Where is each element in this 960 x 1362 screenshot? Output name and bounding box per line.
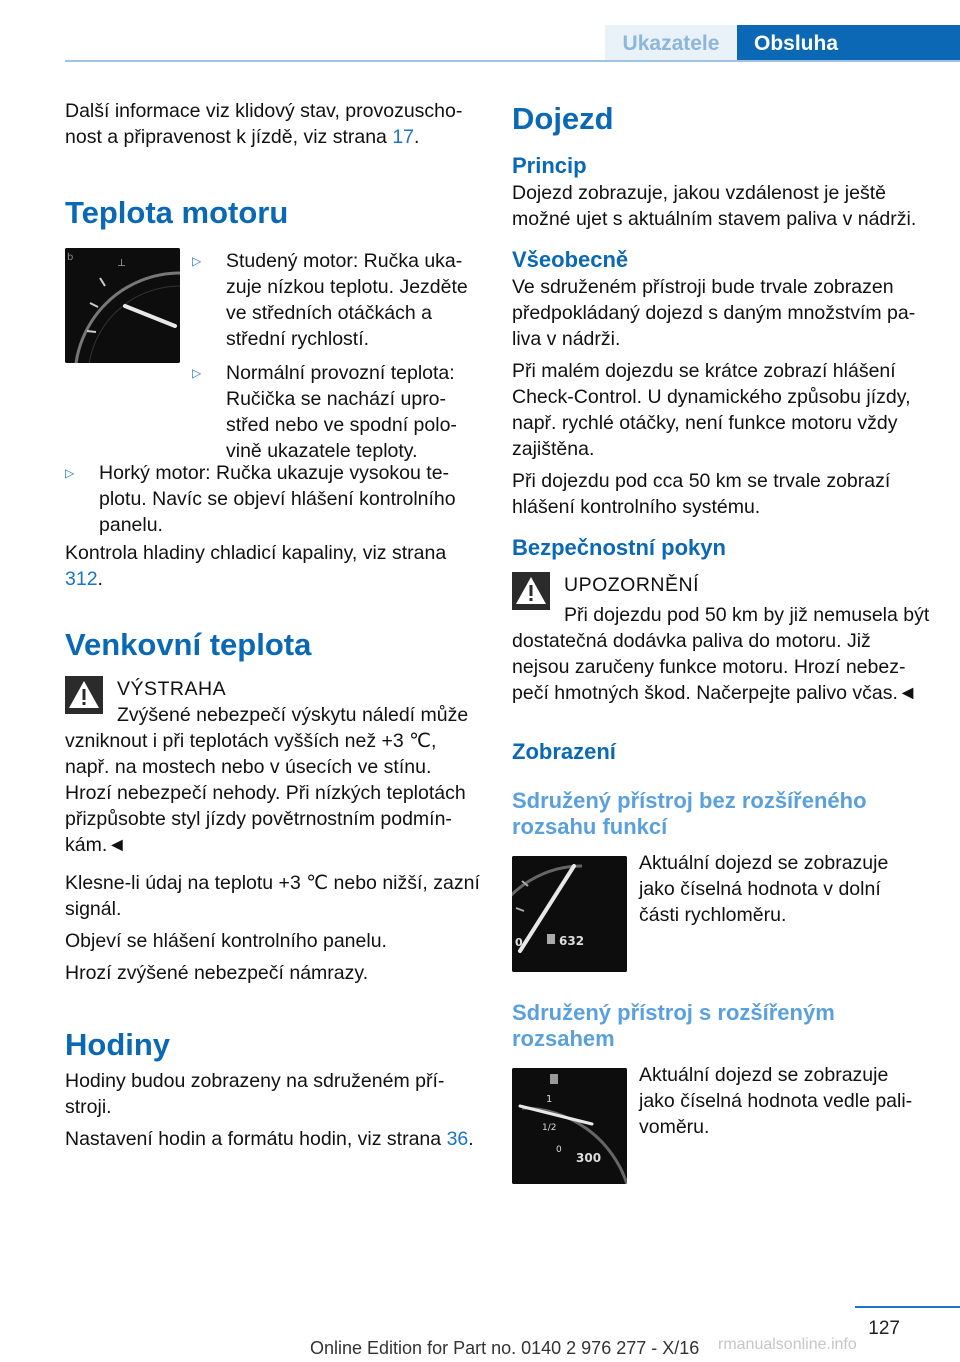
engine-temperature-gauge-image [65, 248, 180, 363]
list-item-normal-temp: ▷ Normální provozní teplota: Ručička se nachází upro-střed nebo ve spodní polo-vině ukazatele teploty. [192, 362, 457, 462]
triangle-bullet-icon: ▷ [192, 366, 202, 380]
hodiny-heading: Hodiny [65, 1027, 171, 1062]
intro-page-link[interactable]: 17 [392, 126, 415, 148]
vseobecne-p3: Při dojezdu pod cca 50 km se trvale zobrazí hlášení kontrolního systému. [512, 470, 891, 518]
venkovni-teplota-heading: Venkovní teplota [65, 627, 312, 662]
princip-heading: Princip [512, 153, 587, 178]
bezpecnostni-pokyn-heading: Bezpečnostní pokyn [512, 535, 726, 560]
engine-temp-block [65, 248, 483, 540]
edition-info: Online Edition for Part no. 0140 2 976 277 - X/16 [310, 1338, 700, 1358]
triangle-bullet-icon: ▷ [192, 254, 202, 268]
hodiny-page-link[interactable]: 36 [446, 1128, 469, 1150]
tab-obsluha[interactable]: Obsluha [737, 25, 960, 62]
svg-text:⊥: ⊥ [117, 258, 126, 269]
cluster-basic-block [512, 852, 932, 972]
sdruzeny-s-heading: Sdružený přístroj s rozšířeným rozsahem [512, 1000, 835, 1051]
hodiny-p1: Hodiny budou zobrazeny na sdruženém pří-stroji. [65, 1070, 445, 1118]
caution-text: Při dojezdu pod 50 km by již nemusela být dostatečná dodávka paliva do motoru. Již nejsou zaručeny funkce motoru. Hrozí nebez-pečí hmotných škod. Načerpejte palivo včas.◄ [512, 604, 930, 704]
fig2-half-label: 1/2 [542, 1123, 557, 1133]
right-column [512, 98, 932, 1184]
outside-temp-p2: Objeví se hlášení kontrolního panelu. [65, 930, 387, 952]
vseobecne-heading: Všeobecně [512, 247, 629, 272]
svg-text:b: b [67, 252, 74, 263]
fig2-one-label: 1 [546, 1094, 553, 1105]
teplota-motoru-heading: Teplota motoru [65, 195, 289, 230]
warning-label: VÝSTRAHA [117, 678, 227, 700]
fuel-gauge-range-image [512, 1068, 627, 1184]
coolant-page-link[interactable]: 312 [65, 568, 98, 590]
intro-text: Další informace viz klidový stav, provozuscho-nost a připravenost k jízdě, viz strana [65, 100, 463, 148]
princip-text: Dojezd zobrazuje, jakou vzdálenost je ještě možné ujet s aktuálním stavem paliva v nádrži. [512, 182, 917, 230]
left-column [65, 98, 483, 1158]
warning-triangle-icon [65, 676, 103, 714]
caution-label: UPOZORNĚNÍ [564, 574, 700, 596]
fig2-zero-label: 0 [556, 1145, 562, 1155]
outside-temp-warning [65, 676, 483, 858]
coolant-paragraph: Kontrola hladiny chladicí kapaliny, viz strana 312. [65, 542, 447, 590]
header-rule [65, 60, 960, 62]
zobrazeni-heading: Zobrazení [512, 739, 616, 764]
page-number: 127 [868, 1318, 900, 1339]
fig2-range-value: 300 [576, 1151, 602, 1165]
intro-paragraph: Další informace viz klidový stav, provozuscho-nost a připravenost k jízdě, viz strana 17. [65, 100, 463, 148]
outside-temp-p1: Klesne-li údaj na teplotu +3 ℃ nebo nižší, zazní signál. [65, 872, 480, 920]
warning-text: Zvýšené nebezpečí výskytu náledí může vzniknout i při teplotách vyšších než +3 ℃, např. na mostech nebo v úsecích ve stínu. Hrozí nebezpečí nehody. Při nízkých teplotách přizpůsobte styl jízdy povětrnostním podmín-kám.◄ [65, 704, 469, 856]
hodiny-p2: Nastavení hodin a formátu hodin, viz strana 36. [65, 1128, 474, 1150]
fig1-range-value: 632 [559, 934, 585, 948]
cluster-extended-block [512, 1064, 932, 1184]
list-item-hot-engine: ▷ Horký motor: Ručka ukazuje vysokou te-plotu. Navíc se objeví hlášení kontrolního panelu. [65, 462, 456, 536]
fig1-zero-label: 0 [515, 936, 523, 949]
watermark: rmanualsonline.info [718, 1336, 857, 1353]
footer-rule [855, 1306, 960, 1308]
triangle-bullet-icon: ▷ [65, 466, 75, 480]
sdruzeny-bez-heading: Sdružený přístroj bez rozšířeného rozsahu funkcí [512, 788, 867, 839]
list-item-cold-engine: ▷ Studený motor: Ručka uka-zuje nízkou teplotu. Jezděte ve středních otáčkách a střední rychlostí. [192, 250, 468, 350]
vseobecne-p2: Při malém dojezdu se krátce zobrazí hlášení Check-Control. U dynamického způsobu jízdy, např. rychlé otáčky, není funkce motoru vždy zajištěna. [512, 360, 911, 460]
tab-ukazatele[interactable]: Ukazatele [605, 25, 737, 62]
speedometer-range-image [512, 856, 627, 972]
range-caution [512, 572, 932, 706]
cluster-extended-text: Aktuální dojezd se zobrazuje jako číselná hodnota vedle pali-voměru. [639, 1064, 913, 1138]
warning-triangle-icon [512, 572, 550, 610]
dojezd-heading: Dojezd [512, 101, 614, 136]
outside-temp-p3: Hrozí zvýšené nebezpečí námrazy. [65, 962, 369, 984]
vseobecne-p1: Ve sdruženém přístroji bude trvale zobrazen předpokládaný dojezd s daným množstvím pa-liva v nádrži. [512, 276, 916, 350]
cluster-basic-text: Aktuální dojezd se zobrazuje jako číselná hodnota v dolní části rychloměru. [639, 852, 889, 926]
